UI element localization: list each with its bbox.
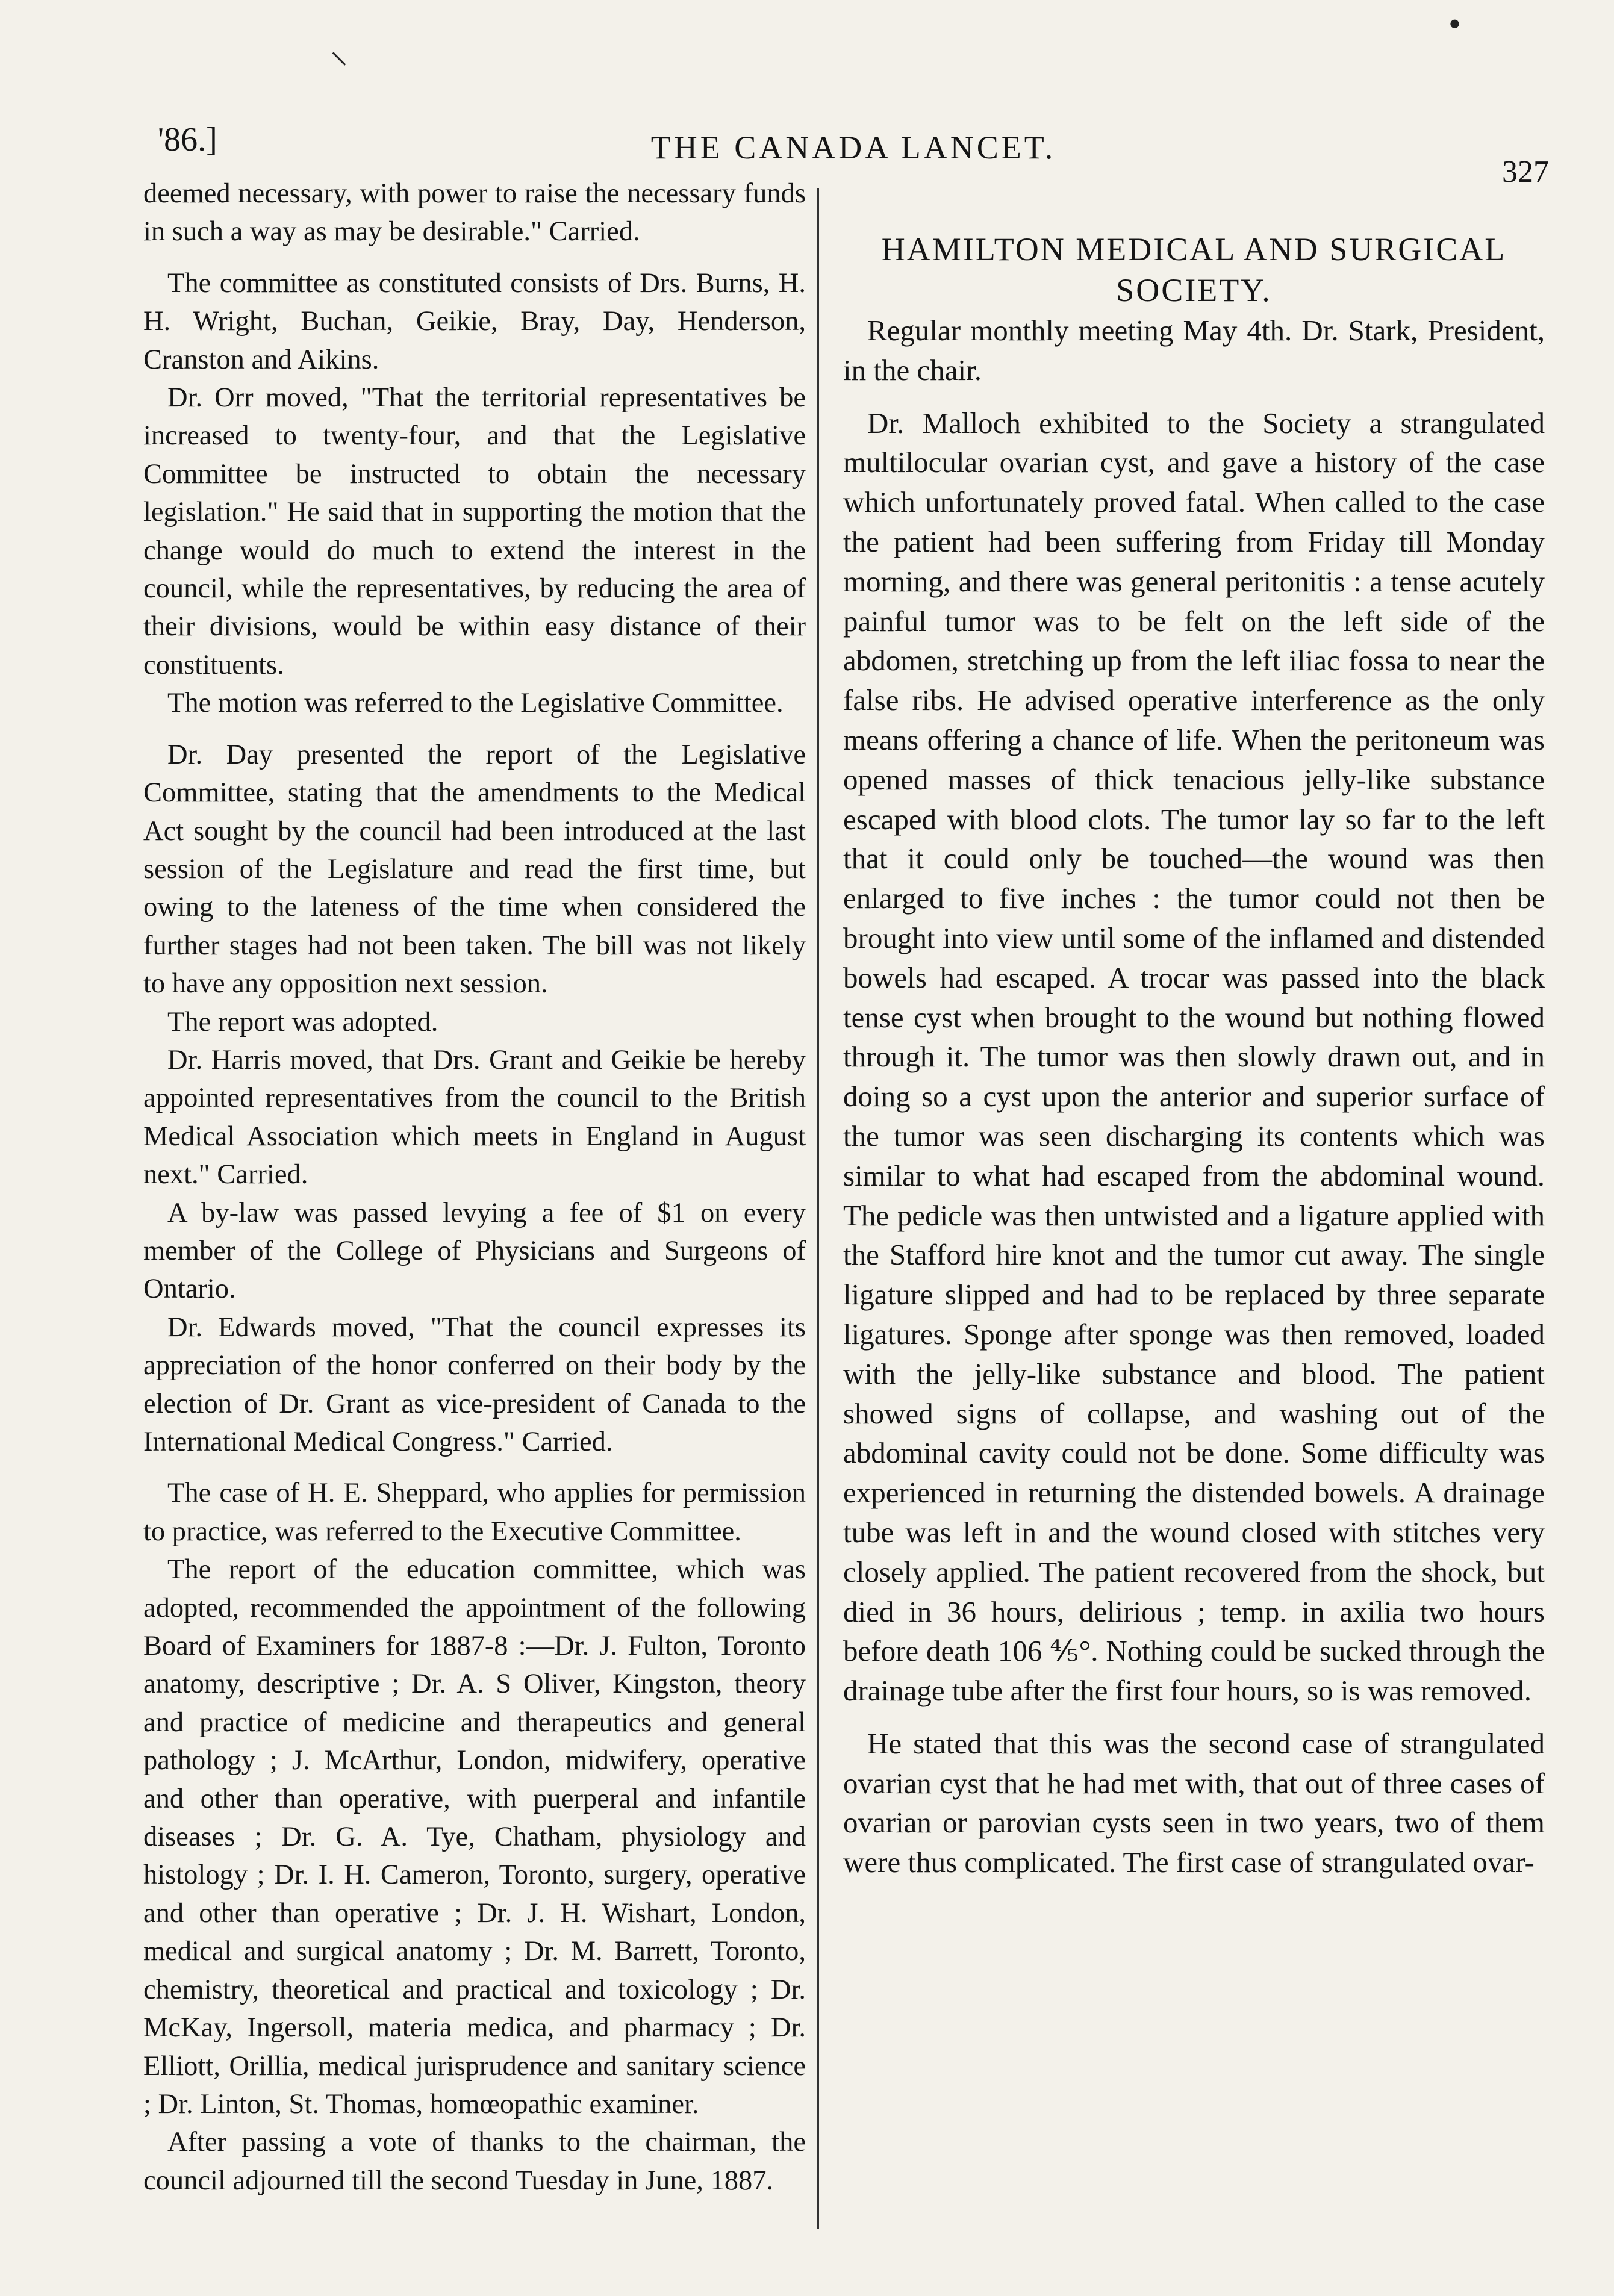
- left-paragraph-1: deemed necessary, with power to raise the necessary funds in such a way as may be desirable." Carried.: [143, 178, 806, 247]
- right-paragraph-2: Dr. Malloch exhibited to the Society a strangulated multilocular ovarian cyst, and gave a history of the case which unfortunately proved fatal. When called to the case the patient had been suffering from Friday till Monday morning, and there was general peritonitis : a tense acutely painful tumor was to be felt on the left side of the abdomen, stretching up from the left iliac fossa to near the false ribs. He advised operative interference as the only means offering a chance of life. When the peritoneum was opened masses of thick tenacious jelly-like substance escaped with blood clots. The tumor lay so far to the left that it could only be touched—the wound was then enlarged to five inches : the tumor could not then be brought into view until some of the inflamed and distended bowels had escaped. A trocar was passed into the black tense cyst when brought to the wound but nothing flowed through it. The tumor was then slowly drawn out, and in doing so a cyst upon the anterior and superior surface of the tumor was seen discharging its contents which was similar to what had escaped from the abdominal wound. The pedicle was then untwisted and a ligature applied with the Stafford hire knot and the tumor cut away. The single ligature slipped and had to be replaced by three separate ligatures. Sponge after sponge was then removed, loaded with the jelly-like substance and blood. The patient showed signs of collapse, and washing out of the abdominal cavity could not be done. Some difficulty was experienced in returning the distended bowels. A drainage tube was left in and the wound closed with stitches very closely applied. The patient recovered from the shock, but died in 36 hours, delirious ; temp. in axilia two hours before death 106 ⅘°. Nothing could be sucked through the drainage tube after the first four hours, so is was removed.: [843, 406, 1545, 1708]
- left-paragraph-12: After passing a vote of thanks to the chairman, the council adjourned till the second Tuesday in June, 1887.: [143, 2127, 806, 2196]
- left-column: [143, 175, 806, 2200]
- scan-mark-right: •: [1448, 4, 1462, 44]
- journal-title: THE CANADA LANCET.: [650, 129, 1056, 166]
- left-paragraph-6: The report was adopted.: [167, 1006, 438, 1038]
- page-number: 327: [1502, 155, 1549, 189]
- left-paragraph-5: Dr. Day presented the report of the Legislative Committee, stating that the amendments to the Medical Act sought by the council had been introduced at the last session of the Legislature and read the first time, but owing to the lateness of the time when considered the further stages had not been taken. The bill was not likely to have any opposition next session.: [143, 739, 806, 1000]
- right-paragraph-1: Regular monthly meeting May 4th. Dr. Stark, President, in the chair.: [843, 314, 1545, 387]
- left-paragraph-7: Dr. Harris moved, that Drs. Grant and Geikie be hereby appointed representatives from the council to the British Medical Association which meets in England in August next." Carried.: [143, 1044, 806, 1190]
- header-year: '86.]: [158, 121, 217, 158]
- left-paragraph-11: The report of the education committee, which was adopted, recommended the appointment of the following Board of Examiners for 1887-8 :—Dr. J. Fulton, Toronto anatomy, descriptive ; Dr. A. S Oliver, Kingston, theory and practice of medicine and therapeutics and general pathology ; J. McArthur, London, midwifery, operative and other than operative, with puerperal and infantile diseases ; Dr. G. A. Tye, Chatham, physiology and histology ; Dr. I. H. Cameron, Toronto, surgery, operative and other than operative ; Dr. J. H. Wishart, London, medical and surgical anatomy ; Dr. M. Barrett, Toronto, chemistry, theoretical and practical and toxicology ; Dr. McKay, Ingersoll, materia medica, and pharmacy ; Dr. Elliott, Orillia, medical jurisprudence and sanitary science ; Dr. Linton, St. Thomas, homœopathic examiner.: [143, 1554, 806, 2120]
- column-divider: [817, 188, 819, 2229]
- left-paragraph-2: The committee as constituted consists of Drs. Burns, H. H. Wright, Buchan, Geikie, Bray, Day, Henderson, Cranston and Aikins.: [143, 267, 806, 375]
- left-paragraph-3: Dr. Orr moved, "That the territorial representatives be increased to twenty-four, and that the Legislative Committee be instructed to obtain the necessary legislation." He said that in supporting the motion that the change would do much to extend the interest in the council, while the representatives, by reducing the area of their divisions, would be within easy distance of their constituents.: [143, 382, 806, 680]
- left-paragraph-9: Dr. Edwards moved, "That the council expresses its appreciation of the honor conferred on their body by the election of Dr. Grant as vice-president of Canada to the International Medical Congress." Carried.: [143, 1311, 806, 1457]
- section-title: HAMILTON MEDICAL AND SURGICAL SOCIETY.: [881, 231, 1507, 308]
- left-paragraph-4: The motion was referred to the Legislative Committee.: [167, 688, 784, 719]
- left-paragraph-10: The case of H. E. Sheppard, who applies for permission to practice, was referred to the Executive Committee.: [143, 1478, 806, 1547]
- right-paragraph-3: He stated that this was the second case of strangulated ovarian cyst that he had met with, that out of three cases of ovarian or parovian cysts seen in two years, two of them were thus complicated. The first case of strangulated ovar-: [843, 1726, 1545, 1879]
- right-column: [843, 229, 1545, 1882]
- scan-mark-left: ⸜: [330, 31, 348, 70]
- running-header: [158, 120, 1549, 189]
- left-paragraph-8: A by-law was passed levying a fee of $1 on every member of the College of Physicians and Surgeons of Ontario.: [143, 1197, 806, 1305]
